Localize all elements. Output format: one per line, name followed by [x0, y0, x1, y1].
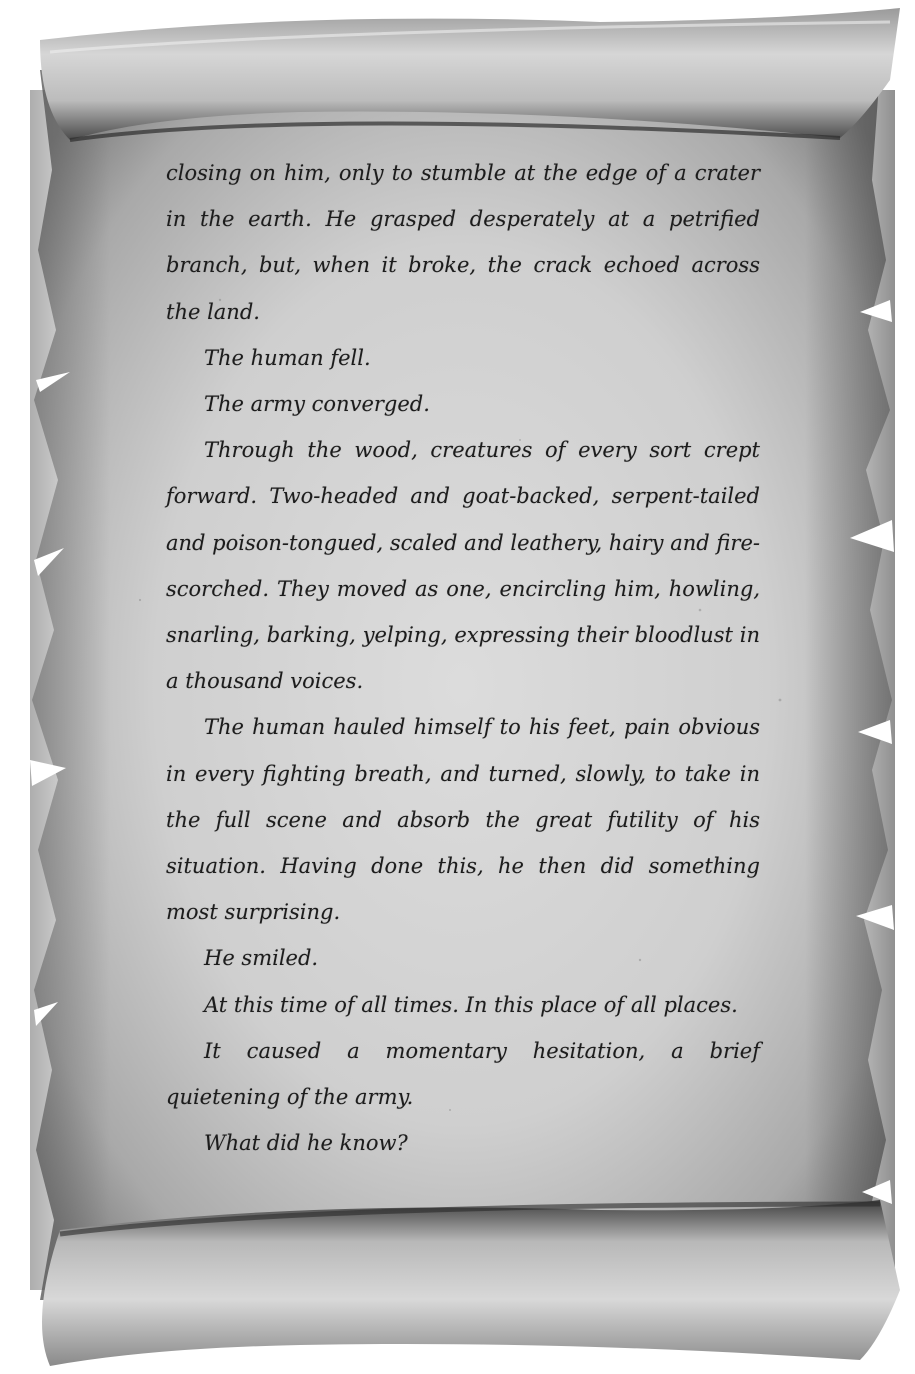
paragraph-6: He smiled.	[204, 946, 319, 971]
paragraph-9: What did he know?	[204, 1131, 408, 1156]
paragraph-5: The human hauled himself to his feet, pain obvious in every fighting breath, and turned, slowly, to take in the full scene and absorb the great futility of his situation. Having done this, he then did something most surprising.	[166, 715, 760, 925]
story-text	[166, 150, 760, 1166]
paragraph-4: Through the wood, creatures of every sort crept forward. Two-headed and goat-backed, serpent-tailed and poison-tongued, scaled and leathery, hairy and fire-scorched. They moved as one, encircling him, howling, snarling, barking, yelping, expressing their bloodlust in a thousand voices.	[166, 438, 760, 694]
paragraph-2: The human fell.	[204, 345, 371, 370]
paragraph-1: closing on him, only to stumble at the edge of a crater in the earth. He grasped desperately at a petrified branch, but, when it broke, the crack echoed across the land.	[166, 161, 760, 324]
paragraph-3: The army converged.	[204, 392, 430, 417]
paragraph-7: At this time of all times. In this place of all places.	[204, 992, 738, 1017]
paragraph-8: It caused a momentary hesitation, a brief quietening of the army.	[166, 1038, 760, 1110]
